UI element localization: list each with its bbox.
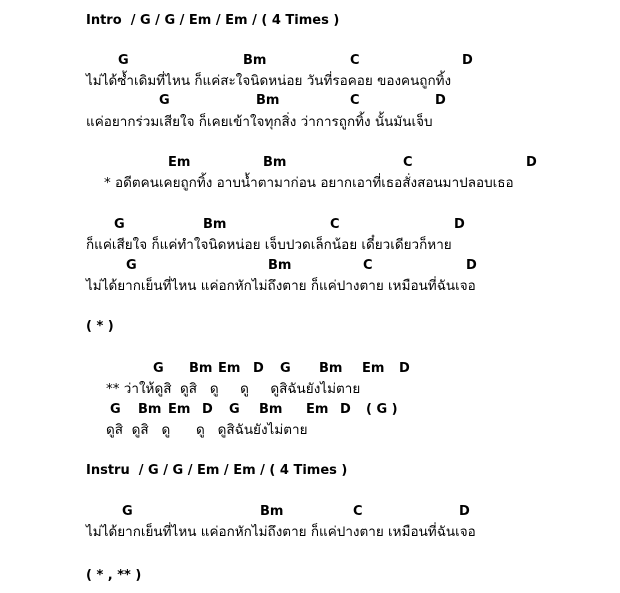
chord: G — [110, 402, 121, 417]
chord: Bm — [319, 361, 343, 376]
chord: Bm — [138, 402, 162, 417]
chord: Bm — [243, 53, 267, 68]
chord: D — [435, 93, 446, 108]
chord: Em — [306, 402, 329, 417]
chord: C — [330, 217, 340, 232]
chord: C — [350, 93, 360, 108]
chord: Em — [168, 402, 191, 417]
chord: Em — [168, 155, 191, 170]
chord: Bm — [259, 402, 283, 417]
chord: G — [122, 504, 133, 519]
repeat-marker: ( * , ** ) — [86, 568, 142, 583]
chord: D — [399, 361, 410, 376]
chord: Bm — [203, 217, 227, 232]
chord: D — [454, 217, 465, 232]
lyric: ดูสิ ดูสิ ดู ดู ดูสิฉันยังไม่ตาย — [106, 422, 308, 438]
intro-line: Intro / G / G / Em / Em / ( 4 Times ) — [86, 13, 340, 28]
lyric: * อดีตคนเคยถูกทิ้ง อาบน้ำตามาก่อน อยากเอาที่เธอสั่งสอนมาปลอบเธอ — [104, 175, 514, 191]
instru-line: Instru / G / G / Em / Em / ( 4 Times ) — [86, 463, 348, 478]
chord: D — [253, 361, 264, 376]
chord: C — [350, 53, 360, 68]
chord: Bm — [268, 258, 292, 273]
lyric: ไม่ได้ยากเย็นที่ไหน แค่อกหักไม่ถึงตาย ก็แค่ปางตาย เหมือนที่ฉันเจอ — [86, 524, 476, 540]
chord: G — [229, 402, 240, 417]
lyric: ** ว่าให้ดูสิ ดูสิ ดู ดู ดูสิฉันยังไม่ตาย — [106, 381, 361, 397]
chord: G — [114, 217, 125, 232]
lyric: ไม่ได้ซ้ำเดิมที่ไหน ก็แค่สะใจนิดหน่อย วันที่รอคอย ของคนถูกทิ้ง — [86, 73, 452, 89]
chord: Em — [362, 361, 385, 376]
chord: Bm — [189, 361, 213, 376]
chord: C — [353, 504, 363, 519]
repeat-marker: ( * ) — [86, 319, 114, 334]
chord: Em — [218, 361, 241, 376]
chord: D — [459, 504, 470, 519]
chord: D — [526, 155, 537, 170]
lyric: แค่อยากร่วมเสียใจ ก็เคยเข้าใจทุกสิ่ง ว่าการถูกทิ้ง นั้นมันเจ็บ — [86, 114, 433, 130]
chord: G — [159, 93, 170, 108]
chord: C — [403, 155, 413, 170]
chord: Bm — [256, 93, 280, 108]
chord: D — [462, 53, 473, 68]
chord: ( G ) — [366, 402, 398, 417]
lyric: ไม่ได้ยากเย็นที่ไหน แค่อกหักไม่ถึงตาย ก็แค่ปางตาย เหมือนที่ฉันเจอ — [86, 278, 476, 294]
chord: Bm — [263, 155, 287, 170]
chord: G — [118, 53, 129, 68]
lyric: ก็แค่เสียใจ ก็แค่ทำใจนิดหน่อย เจ็บปวดเล็กน้อย เดี๋ยวเดียวก็หาย — [86, 237, 452, 253]
chord: G — [280, 361, 291, 376]
chord: D — [202, 402, 213, 417]
chord: G — [153, 361, 164, 376]
chord: D — [340, 402, 351, 417]
chord: Bm — [260, 504, 284, 519]
chord: C — [363, 258, 373, 273]
chord: D — [466, 258, 477, 273]
chord: G — [126, 258, 137, 273]
